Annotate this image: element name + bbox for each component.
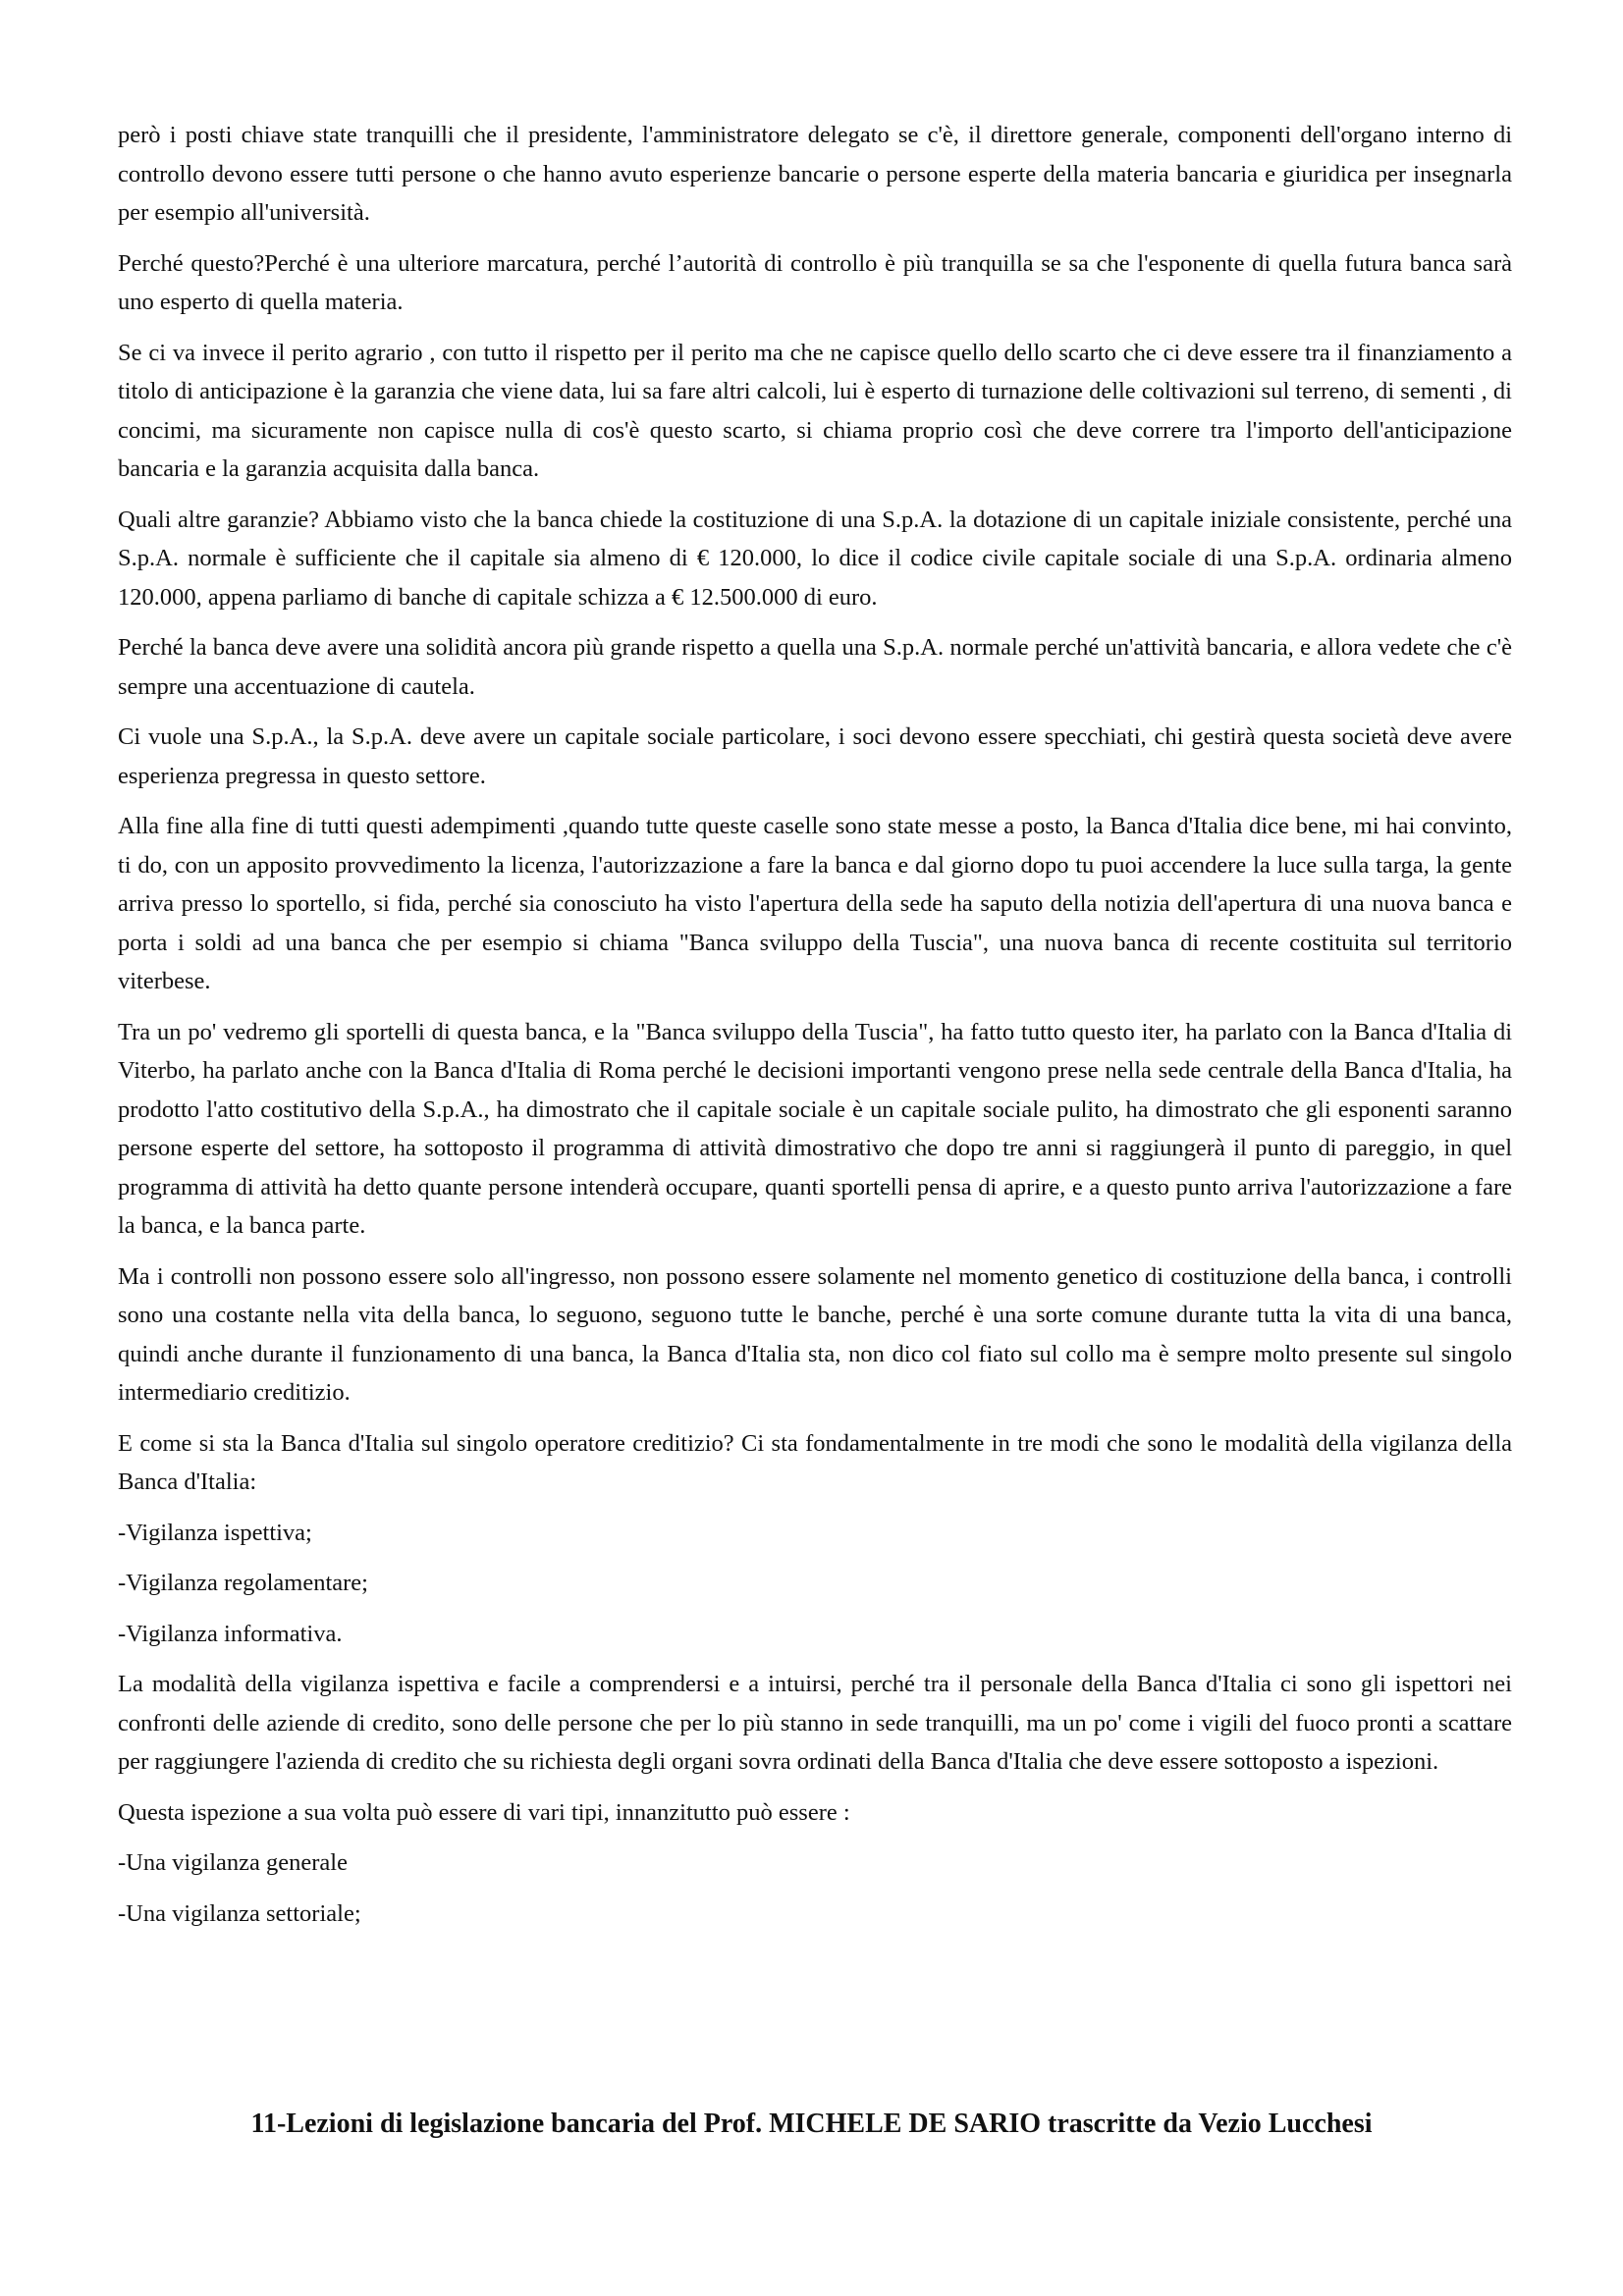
- paragraph: Se ci va invece il perito agrario , con tutto il rispetto per il perito ma che ne capisce quello dello scarto che ci deve essere tra il finanziamento a titolo di anticipazione è la garanzia che viene data, lui sa fare altri calcoli, lui è esperto di turnazione delle coltivazioni sul terreno, di sementi , di concimi, ma sicuramente non capisce nulla di cos'è questo scarto, si chiama proprio così che deve correre tra l'importo dell'anticipazione bancaria e la garanzia acquisita dalla banca.: [118, 339, 1512, 482]
- list-item: -Vigilanza regolamentare;: [118, 1570, 368, 1596]
- paragraph: La modalità della vigilanza ispettiva e facile a comprendersi e a intuirsi, perché tra il personale della Banca d'Italia ci sono gli ispettori nei confronti delle aziende di credito, sono delle persone che per lo più stanno in sede tranquilli, ma un po' come i vigili del fuoco pronti a scattare per raggiungere l'azienda di credito che su richiesta degli organi sovra ordinati della Banca d'Italia che deve essere sottoposto a ispezioni.: [118, 1671, 1512, 1775]
- paragraph: Ma i controlli non possono essere solo all'ingresso, non possono essere solamente nel momento genetico di costituzione della banca, i controlli sono una costante nella vita della banca, lo seguono, seguono tutte le banche, perché è una sorte comune durante tutta la vita di una banca, quindi anche durante il funzionamento di una banca, la Banca d'Italia sta, non dico col fiato sul collo ma è sempre molto presente sul singolo intermediario creditizio.: [118, 1262, 1512, 1406]
- paragraph: Perché questo?Perché è una ulteriore marcatura, perché l’autorità di controllo è più tranquilla se sa che l'esponente di quella futura banca sarà uno esperto di quella materia.: [118, 249, 1512, 315]
- list-item: -Vigilanza ispettiva;: [118, 1519, 312, 1546]
- paragraph: E come si sta la Banca d'Italia sul singolo operatore creditizio? Ci sta fondamentalmente in tre modi che sono le modalità della vigilanza della Banca d'Italia:: [118, 1429, 1512, 1495]
- page-footer: 11-Lezioni di legislazione bancaria del Prof. MICHELE DE SARIO trascritte da Vezio Lucchesi: [250, 2109, 1373, 2139]
- paragraph: Ci vuole una S.p.A., la S.p.A. deve avere un capitale sociale particolare, i soci devono essere specchiati, chi gestirà questa società deve avere esperienza pregressa in questo settore.: [118, 723, 1512, 789]
- paragraph: Perché la banca deve avere una solidità ancora più grande rispetto a quella una S.p.A. normale perché un'attività bancaria, e allora vedete che c'è sempre una accentuazione di cautela.: [118, 634, 1512, 700]
- list-item: -Vigilanza informativa.: [118, 1620, 343, 1647]
- list-item: -Una vigilanza settoriale;: [118, 1899, 361, 1927]
- paragraph: Alla fine alla fine di tutti questi adempimenti ,quando tutte queste caselle sono state messe a posto, la Banca d'Italia dice bene, mi hai convinto, ti do, con un apposito provvedimento la licenza, l'autorizzazione a fare la banca e dal giorno dopo tu puoi accendere la luce sulla targa, la gente arriva presso lo sportello, si fida, perché sia conosciuto ha visto l'apertura della sede ha saputo della notizia dell'apertura di una nuova banca e porta i soldi ad una banca che per esempio si chiama "Banca sviluppo della Tuscia", una nuova banca di recente costituita sul territorio viterbese.: [118, 813, 1512, 994]
- paragraph: però i posti chiave state tranquilli che il presidente, l'amministratore delegato se c'è, il direttore generale, componenti dell'organo interno di controllo devono essere tutti persone o che hanno avuto esperienze bancarie o persone esperte della materia bancaria e giuridica per insegnarla per esempio all'università.: [118, 122, 1512, 226]
- list-item: -Una vigilanza generale: [118, 1849, 348, 1876]
- paragraph: Questa ispezione a sua volta può essere di vari tipi, innanzitutto può essere :: [118, 1798, 850, 1826]
- paragraph: Quali altre garanzie? Abbiamo visto che la banca chiede la costituzione di una S.p.A. la dotazione di un capitale iniziale consistente, perché una S.p.A. normale è sufficiente che il capitale sia almeno di € 120.000, lo dice il codice civile capitale sociale di una S.p.A. ordinaria almeno 120.000, appena parliamo di banche di capitale schizza a € 12.500.000 di euro.: [118, 506, 1512, 611]
- document-body: [118, 116, 1512, 1945]
- paragraph: Tra un po' vedremo gli sportelli di questa banca, e la "Banca sviluppo della Tuscia", ha fatto tutto questo iter, ha parlato con la Banca d'Italia di Viterbo, ha parlato anche con la Banca d'Italia di Roma perché le decisioni importanti vengono prese nella sede centrale della Banca d'Italia, ha prodotto l'atto costitutivo della S.p.A., ha dimostrato che il capitale sociale è un capitale sociale pulito, ha dimostrato che gli esponenti saranno persone esperte del settore, ha sottoposto il programma di attività dimostrativo che dopo tre anni si raggiungerà il punto di pareggio, in quel programma di attività ha detto quante persone intenderà occupare, quanti sportelli pensa di aprire, e a questo punto arriva l'autorizzazione a fare la banca, e la banca parte.: [118, 1018, 1512, 1239]
